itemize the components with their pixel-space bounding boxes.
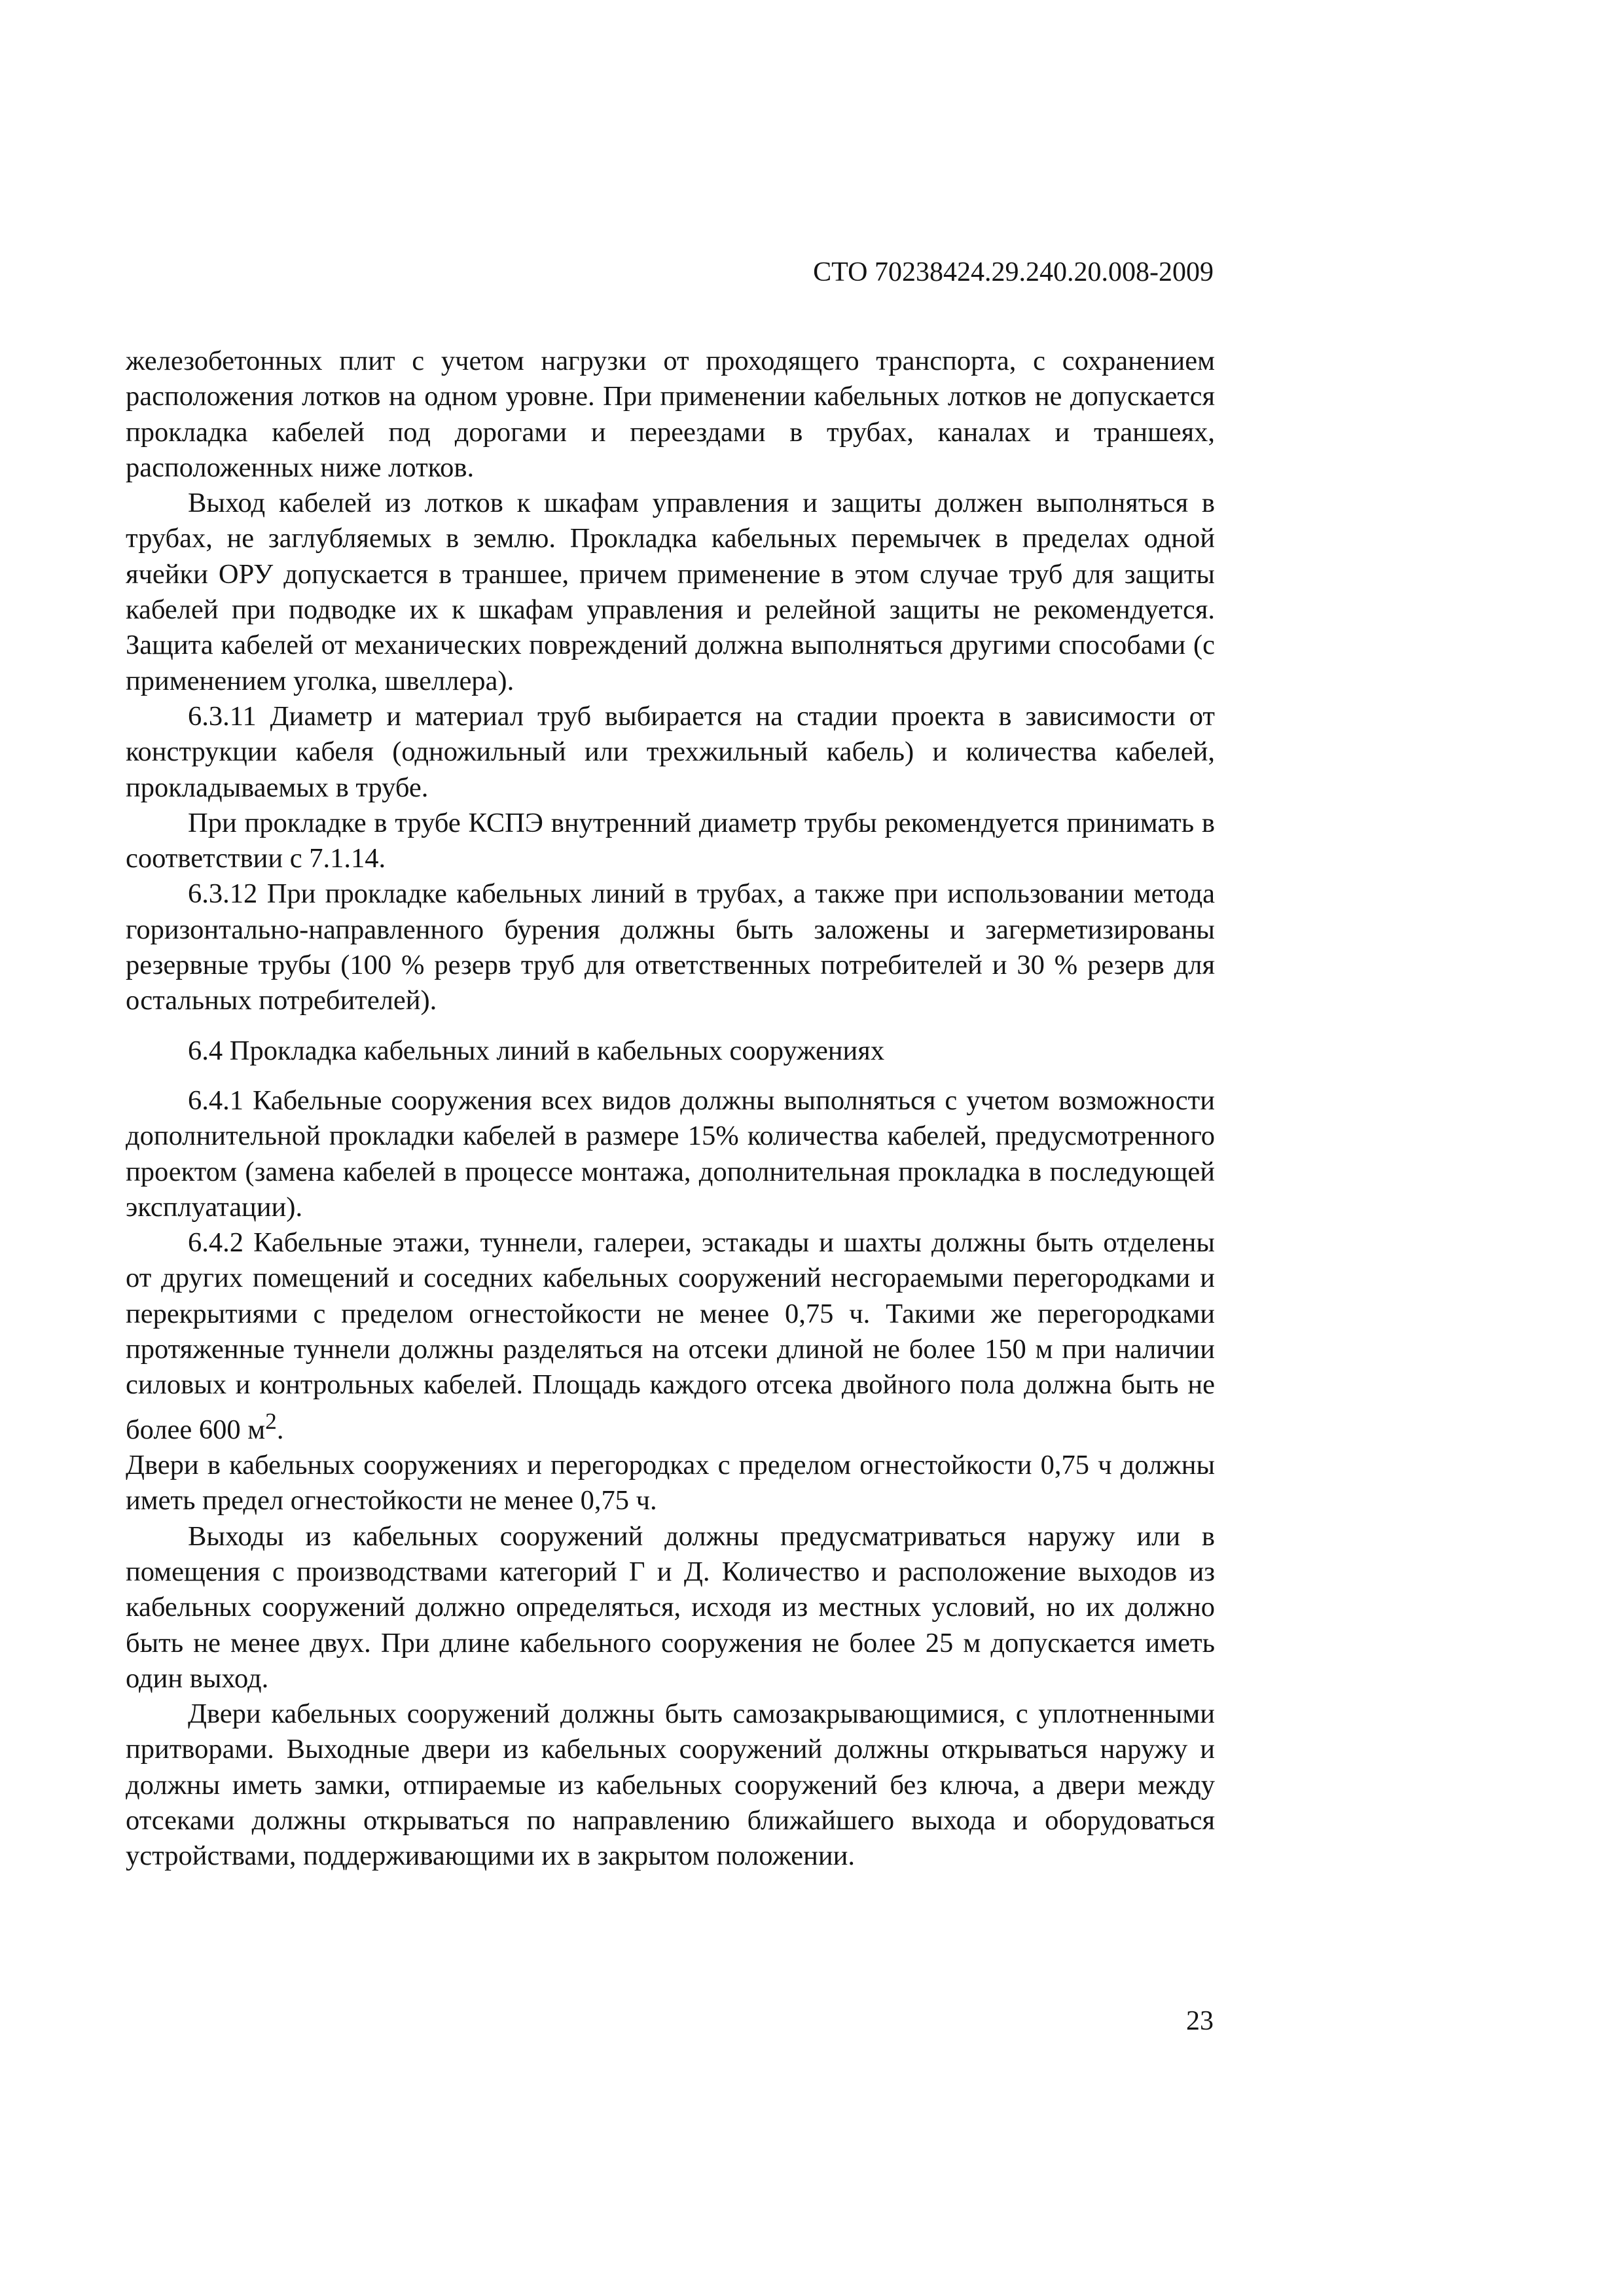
paragraph-continued: железобетонных плит с учетом нагрузки от проходящего транспорта, с сохранением расположения лотков на одном уровне. При применении кабельных лотков не допускается прокладка кабелей под дорогами и переездами в трубах, каналах и траншеях, расположенных ниже лотков. <box>126 346 1215 483</box>
paragraph-doors-fire-resistance: Двери в кабельных сооружениях и перегородках с пределом огнестойкости 0,75 ч должны иметь предел огнестойкости не менее 0,75 ч. <box>126 1450 1215 1516</box>
paragraph-6-4-1: 6.4.1 Кабельные сооружения всех видов должны выполняться с учетом возможности дополнительной прокладки кабелей в размере 15% количества кабелей, предусмотренного проектом (замена кабелей в процессе монтажа, дополнительная прокладка в последующей эксплуатации). <box>126 1085 1215 1223</box>
area-unit-superscript: 2 <box>265 1407 277 1434</box>
document-code-header: СТО 70238424.29.240.20.008-2009 <box>813 257 1214 287</box>
paragraph-6-3-12: 6.3.12 При прокладке кабельных линий в трубах, а также при использовании метода горизонтально-направленного бурения должны быть заложены и загерметизированы резервные трубы (100 % резерв труб для ответственных потребителей и 30 % резерв для остальных потребителей). <box>126 878 1215 1016</box>
paragraph-exits: Выходы из кабельных сооружений должны предусматриваться наружу или в помещения с производствами категорий Г и Д. Количество и расположение выходов из кабельных сооружений должно определяться, исходя из местных условий, но их должно быть не менее двух. При длине кабельного сооружения не более 25 м допускается иметь один выход. <box>126 1520 1215 1694</box>
page-number: 23 <box>1186 2006 1214 2036</box>
paragraph-cable-exit: Выход кабелей из лотков к шкафам управления и защиты должен выполняться в трубах, не заглубляемых в землю. Прокладка кабельных перемычек в пределах одной ячейки ОРУ допускается в траншее, причем применение в этом случае труб для защиты кабелей при подводке их к шкафам управления и релейной защиты не рекомендуется. Защита кабелей от механических повреждений должна выполняться другими способами (с применением уголка, швеллера). <box>126 488 1215 696</box>
paragraph-kspe-pipe: При прокладке в трубе КСПЭ внутренний диаметр трубы рекомендуется принимать в соответствии с 7.1.14. <box>126 807 1215 874</box>
page-body <box>126 344 1215 1874</box>
paragraph-6-4-2-text: 6.4.2 Кабельные этажи, туннели, галереи, эстакады и шахты должны быть отделены от других помещений и соседних кабельных сооружений несгораемыми перегородками и перекрытиями с пределом огнестойкости не менее 0,75 ч. Такими же перегородками протяженные туннели должны разделяться на отсеки длиной не более 150 м при наличии силовых и контрольных кабелей. Площадь каждого отсека двойного пола должна быть не более 600 м <box>126 1227 1215 1445</box>
paragraph-6-4-2 <box>126 1225 1215 1448</box>
paragraph-6-4-2-tail: . <box>276 1414 284 1445</box>
section-heading-6-4: 6.4 Прокладка кабельных линий в кабельных сооружениях <box>188 1035 885 1066</box>
paragraph-doors: Двери кабельных сооружений должны быть самозакрывающимися, с уплотненными притворами. Выходные двери из кабельных сооружений должны открываться наружу и должны иметь замки, отпираемые из кабельных сооружений без ключа, а двери между отсеками должны открываться по направлению ближайшего выхода и оборудоваться устройствами, поддерживающими их в закрытом положении. <box>126 1698 1215 1872</box>
paragraph-6-3-11: 6.3.11 Диаметр и материал труб выбирается на стадии проекта в зависимости от конструкции кабеля (одножильный или трехжильный кабель) и количества кабелей, прокладываемых в трубе. <box>126 700 1215 803</box>
